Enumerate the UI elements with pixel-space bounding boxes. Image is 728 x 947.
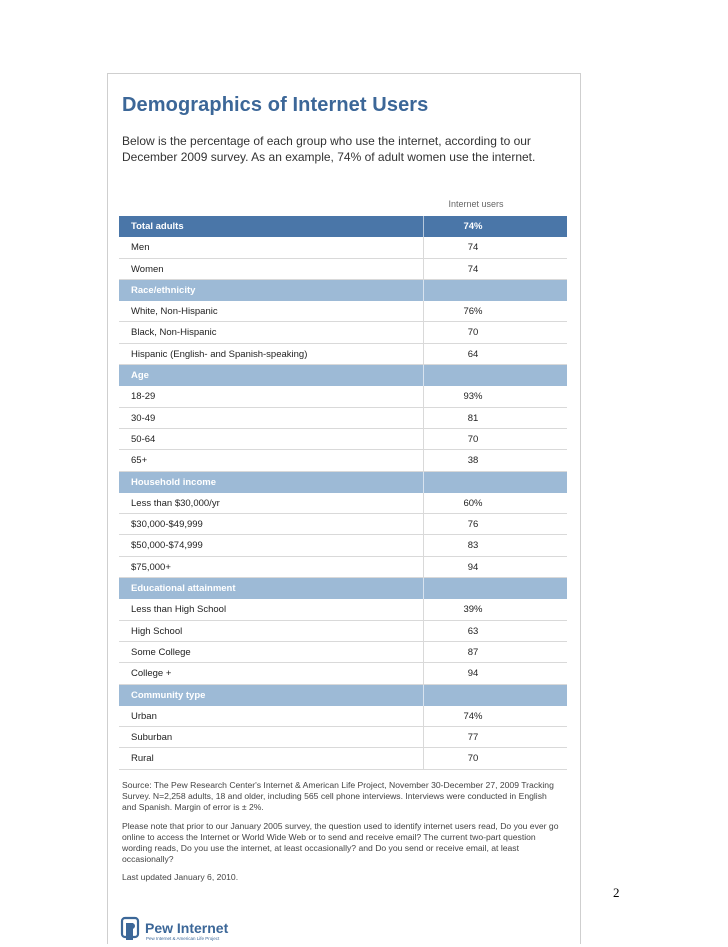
row-label: Suburban: [131, 732, 173, 744]
row-value: 74%: [463, 221, 483, 232]
table-row: [119, 514, 567, 535]
table-row: [119, 535, 567, 556]
row-label: 18-29: [131, 391, 156, 403]
column-divider: [423, 472, 424, 493]
intro-text: Below is the percentage of each group who use the internet, according to our December 2009 survey. As an example, 74% of adult women use the internet.: [122, 134, 536, 164]
column-divider: [423, 578, 424, 599]
row-label: Total adults: [131, 221, 184, 232]
table-row: [119, 493, 567, 514]
table-row: [119, 259, 567, 280]
row-value: 94: [467, 561, 479, 573]
row-value: 38: [467, 455, 479, 467]
table-row: [119, 706, 567, 727]
column-header: Internet users: [448, 199, 504, 209]
wording-note: Please note that prior to our January 2005 survey, the question used to identify internet users read, Do you ever go online to access the Internet or World Wide Web or to send and receive email? The current two-part question wording reads, Do you use the internet, at least occasionally? and Do you send or receive email, at least occasionally?: [122, 820, 559, 865]
table-row: [119, 727, 567, 748]
row-label: White, Non-Hispanic: [131, 306, 218, 318]
source-text: Source: The Pew Research Center's Internet & American Life Project, November 30-December 27, 2009 Tracking Survey. N=2,258 adults, 18 and older, including 565 cell phone interviews. Interviews were conducted in English and Spanish. Margin of error is ± 2%.: [122, 780, 554, 813]
row-label: Household income: [131, 476, 216, 488]
table-section-header: [119, 216, 567, 237]
row-label: Urban: [131, 710, 157, 722]
data-panel: [107, 73, 581, 944]
table-row: [119, 429, 567, 450]
table-section-header: [119, 365, 567, 386]
row-value: 81: [467, 412, 479, 424]
table-section-header: [119, 578, 567, 599]
row-value: 83: [467, 540, 479, 552]
page-title: Demographics of Internet Users: [122, 94, 429, 116]
row-value: 74: [467, 242, 479, 254]
table-row: [119, 408, 567, 429]
row-value: 70: [467, 433, 479, 445]
pew-logo-icon: [120, 916, 142, 942]
table-row: [119, 322, 567, 343]
row-label: 65+: [131, 455, 148, 467]
row-label: Women: [131, 263, 164, 275]
row-label: Hispanic (English- and Spanish-speaking): [131, 348, 308, 360]
page-number: 2: [613, 885, 620, 900]
table-row: [119, 663, 567, 684]
row-value: 64: [467, 348, 479, 360]
demographics-table: [119, 216, 567, 770]
logo-wordmark: Pew Internet: [145, 920, 229, 936]
row-label: College +: [131, 668, 172, 680]
table-row: [119, 344, 567, 365]
row-value: 87: [467, 646, 479, 658]
row-label: $75,000+: [131, 561, 171, 573]
row-label: $30,000-$49,999: [131, 519, 203, 531]
table-row: [119, 748, 567, 769]
table-row: [119, 557, 567, 578]
row-label: Men: [131, 242, 150, 254]
table-section-header: [119, 472, 567, 493]
row-label: Some College: [131, 646, 191, 658]
table-row: [119, 301, 567, 322]
table-row: [119, 599, 567, 620]
logo-subtitle: Pew Internet & American Life Project: [146, 936, 220, 941]
row-label: Age: [131, 370, 149, 382]
row-label: Less than $30,000/yr: [131, 497, 220, 509]
row-label: 30-49: [131, 412, 156, 424]
row-label: Race/ethnicity: [131, 284, 196, 296]
pew-internet-logo: [120, 916, 260, 942]
column-divider: [423, 685, 424, 706]
row-label: High School: [131, 625, 183, 637]
row-value: 93%: [463, 391, 483, 403]
row-value: 70: [467, 327, 479, 339]
row-value: 74: [467, 263, 479, 275]
row-label: 50-64: [131, 433, 156, 445]
row-value: 94: [467, 668, 479, 680]
row-value: 74%: [463, 710, 483, 722]
table-row: [119, 237, 567, 258]
row-label: Less than High School: [131, 604, 227, 616]
row-value: 70: [467, 753, 479, 765]
row-label: Educational attainment: [131, 583, 236, 595]
row-value: 76%: [463, 306, 483, 318]
row-label: Community type: [131, 689, 206, 701]
column-divider: [423, 365, 424, 386]
row-value: 77: [467, 732, 479, 744]
row-value: 63: [467, 625, 479, 637]
last-updated: Last updated January 6, 2010.: [122, 872, 239, 883]
row-value: 60%: [463, 497, 483, 509]
table-row: [119, 621, 567, 642]
table-row: [119, 386, 567, 407]
row-label: Black, Non-Hispanic: [131, 327, 217, 339]
row-label: Rural: [131, 753, 154, 765]
table-row: [119, 642, 567, 663]
row-value: 39%: [463, 604, 483, 616]
row-label: $50,000-$74,999: [131, 540, 203, 552]
table-section-header: [119, 280, 567, 301]
source-notes: [122, 780, 562, 891]
table-section-header: [119, 685, 567, 706]
column-divider: [423, 280, 424, 301]
table-row: [119, 450, 567, 471]
row-value: 76: [467, 519, 479, 531]
